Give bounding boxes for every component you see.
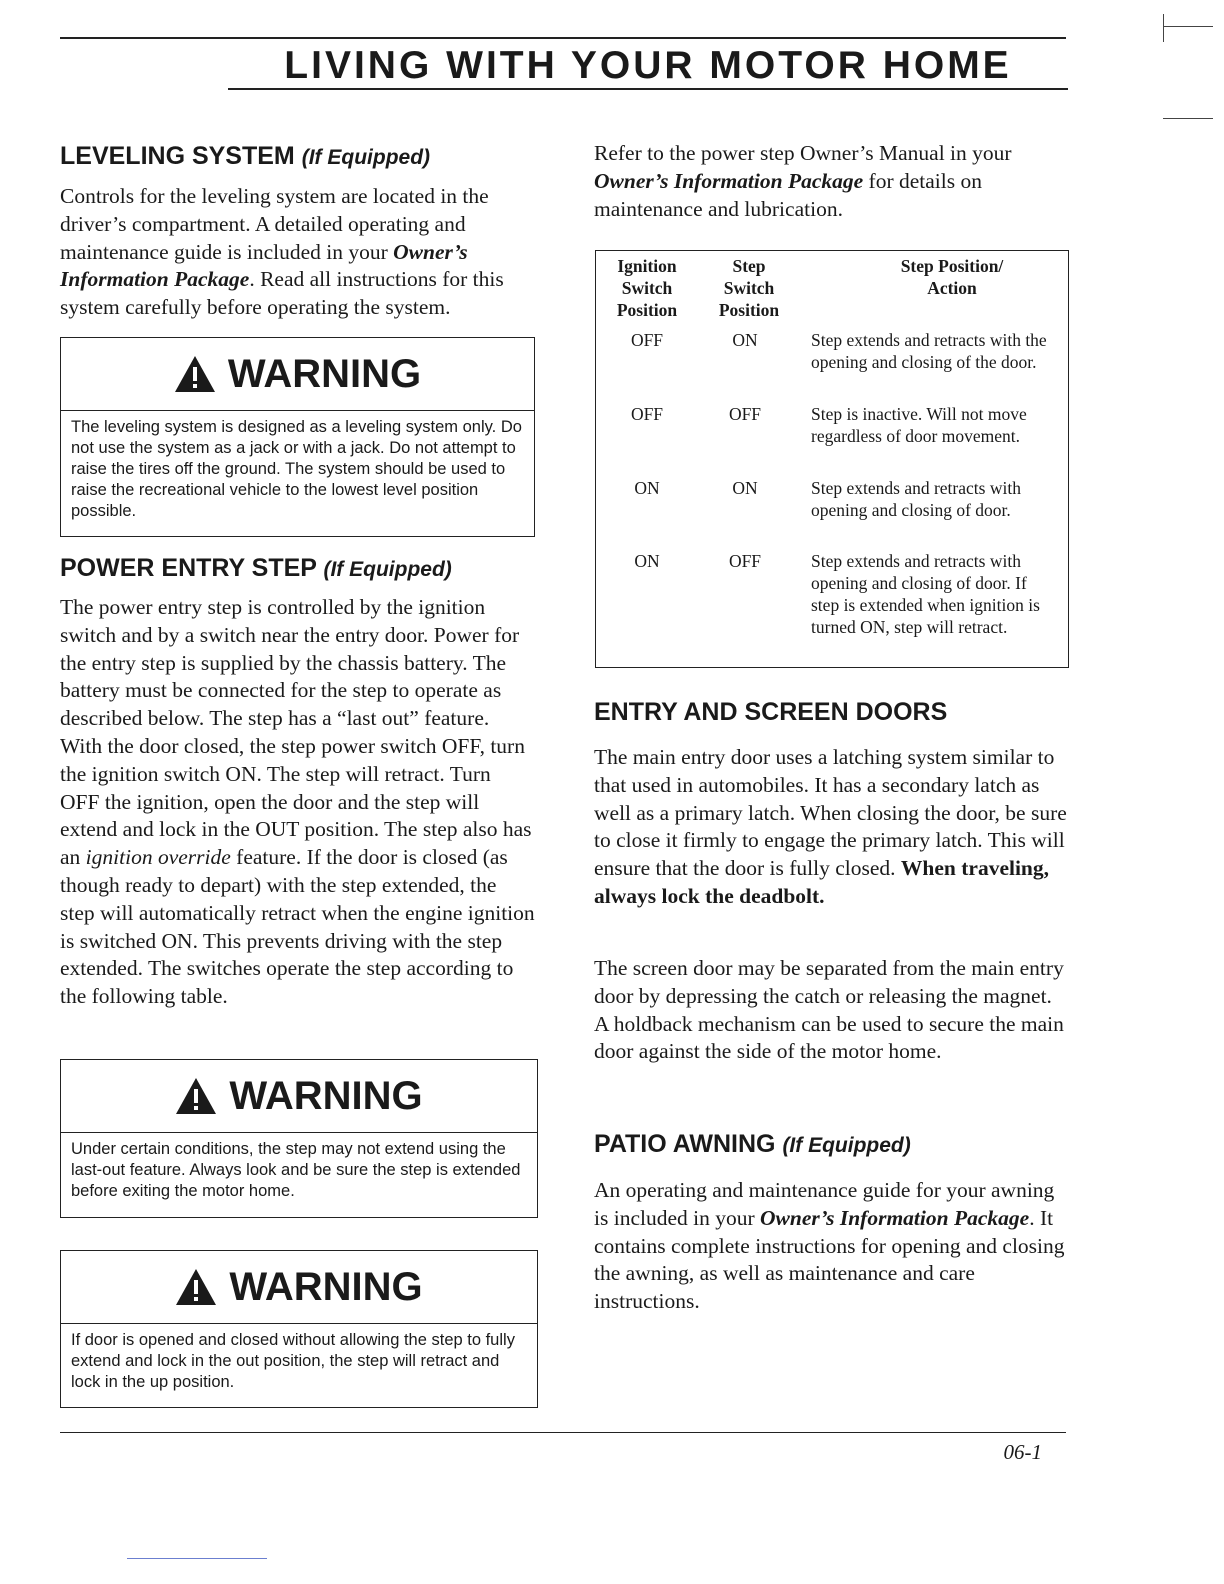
table-cell-ignition: OFF: [630, 404, 664, 424]
doors-paragraph-1: The main entry door uses a latching system similar to that used in automobiles. It has a secondary latch as well as a primary latch. When closing the door, be sure to close it firmly to engage the primary latch. This will ensure that the door is fully closed. When traveling, always lock the deadbolt.: [594, 745, 1067, 908]
table-cell-step: OFF: [728, 551, 762, 571]
header-top-rule: [60, 37, 1066, 39]
table-cell-step: ON: [732, 478, 758, 498]
page-title: LIVING WITH YOUR MOTOR HOME: [284, 44, 1012, 87]
warning-title: WARNING: [229, 1073, 423, 1118]
table-cell-step: OFF: [728, 404, 762, 424]
leveling-paragraph: Controls for the leveling system are located in the driver’s compartment. A detailed operating and maintenance guide is included in your Owner’s Information Package. Read all instructions for this system carefully before operating the system.: [60, 184, 504, 320]
binder-mark: [1163, 14, 1164, 42]
warning-text: The leveling system is designed as a leveling system only. Do not use the system as a jack or with a jack. Do not attempt to raise the tires off the ground. The system should be used to raise the recreational vehicle to the lowest level position possible.: [71, 418, 522, 520]
leveling-heading: LEVELING SYSTEM (If Equipped): [60, 142, 431, 170]
power-step-paragraph: The power entry step is controlled by the ignition switch and by a switch near the entry door. Power for the entry step is supplied by the chassis battery. The battery must be connected for the step to operate as described below. The step has a “last out” feature. With the door closed, the step power switch OFF, turn the ignition switch ON. The step will retract. Turn OFF the ignition, open the door and the step will extend and lock in the OUT position. The step also has an ignition override feature. If the door is closed (as though ready to depart) with the step extended, the step will automatically retract when the engine ignition is switched ON. This prevents driving with the step extended. The switches operate the step according to the following table.: [60, 595, 535, 1009]
table-cell-ignition: ON: [634, 551, 660, 571]
table-header-ignition: Ignition Switch Position: [616, 256, 678, 320]
warning-title: WARNING: [229, 1264, 423, 1309]
table-cell-action: Step is inactive. Will not move regardless of door movement.: [811, 404, 1027, 446]
warning-title: WARNING: [227, 351, 422, 396]
step-operation-table: [595, 250, 1069, 668]
table-header-action: Step Position/ Action: [900, 256, 1004, 298]
binder-mark: [1163, 118, 1213, 119]
warning-text: If door is opened and closed without allowing the step to fully extend and lock in the out position, the step will retract and lock in the up position.: [71, 1331, 515, 1391]
warning-triangle-icon: [175, 1077, 217, 1115]
warning-triangle-icon: [175, 1268, 217, 1306]
warning-box-last-out: [60, 1059, 538, 1218]
warning-triangle-icon: [174, 355, 216, 393]
table-cell-step: ON: [732, 330, 758, 350]
awning-paragraph: An operating and maintenance guide for your awning is included in your Owner’s Information Package. It contains complete instructions for opening and closing the awning, as well as maintenance and care instructions.: [594, 1178, 1065, 1314]
page-number: 06-1: [1003, 1440, 1042, 1464]
table-cell-action: Step extends and retracts with opening and closing of door.: [811, 478, 1021, 520]
table-cell-ignition: ON: [634, 478, 660, 498]
scan-artifact-line: [127, 1558, 267, 1559]
footer-rule: [60, 1432, 1066, 1433]
table-cell-action: Step extends and retracts with the opening and closing of the door.: [811, 330, 1047, 372]
warning-box-door-open: [60, 1250, 538, 1408]
warning-box-leveling: [60, 337, 535, 537]
warning-header: [61, 1251, 537, 1324]
warning-header: [61, 1060, 537, 1133]
table-header-step-switch: Step Switch Position: [718, 256, 780, 320]
doors-heading: ENTRY AND SCREEN DOORS: [594, 698, 948, 726]
warning-text: Under certain conditions, the step may not extend using the last-out feature. Always look and be sure the step is extended before exiting the motor home.: [71, 1140, 521, 1200]
doors-paragraph-2: The screen door may be separated from the main entry door by depressing the catch or releasing the magnet. A holdback mechanism can be used to secure the main door against the side of the motor home.: [594, 956, 1064, 1064]
binder-mark: [1163, 26, 1213, 27]
power-step-heading: POWER ENTRY STEP (If Equipped): [60, 554, 452, 582]
header-bottom-rule: [228, 88, 1068, 90]
table-cell-ignition: OFF: [630, 330, 664, 350]
refer-paragraph: Refer to the power step Owner’s Manual in your Owner’s Information Package for details on maintenance and lubrication.: [594, 141, 1012, 221]
warning-header: [61, 338, 534, 411]
awning-heading: PATIO AWNING (If Equipped): [594, 1130, 911, 1158]
table-cell-action: Step extends and retracts with opening and closing of door. If step is extended when ignition is turned ON, step will retract.: [811, 551, 1040, 637]
